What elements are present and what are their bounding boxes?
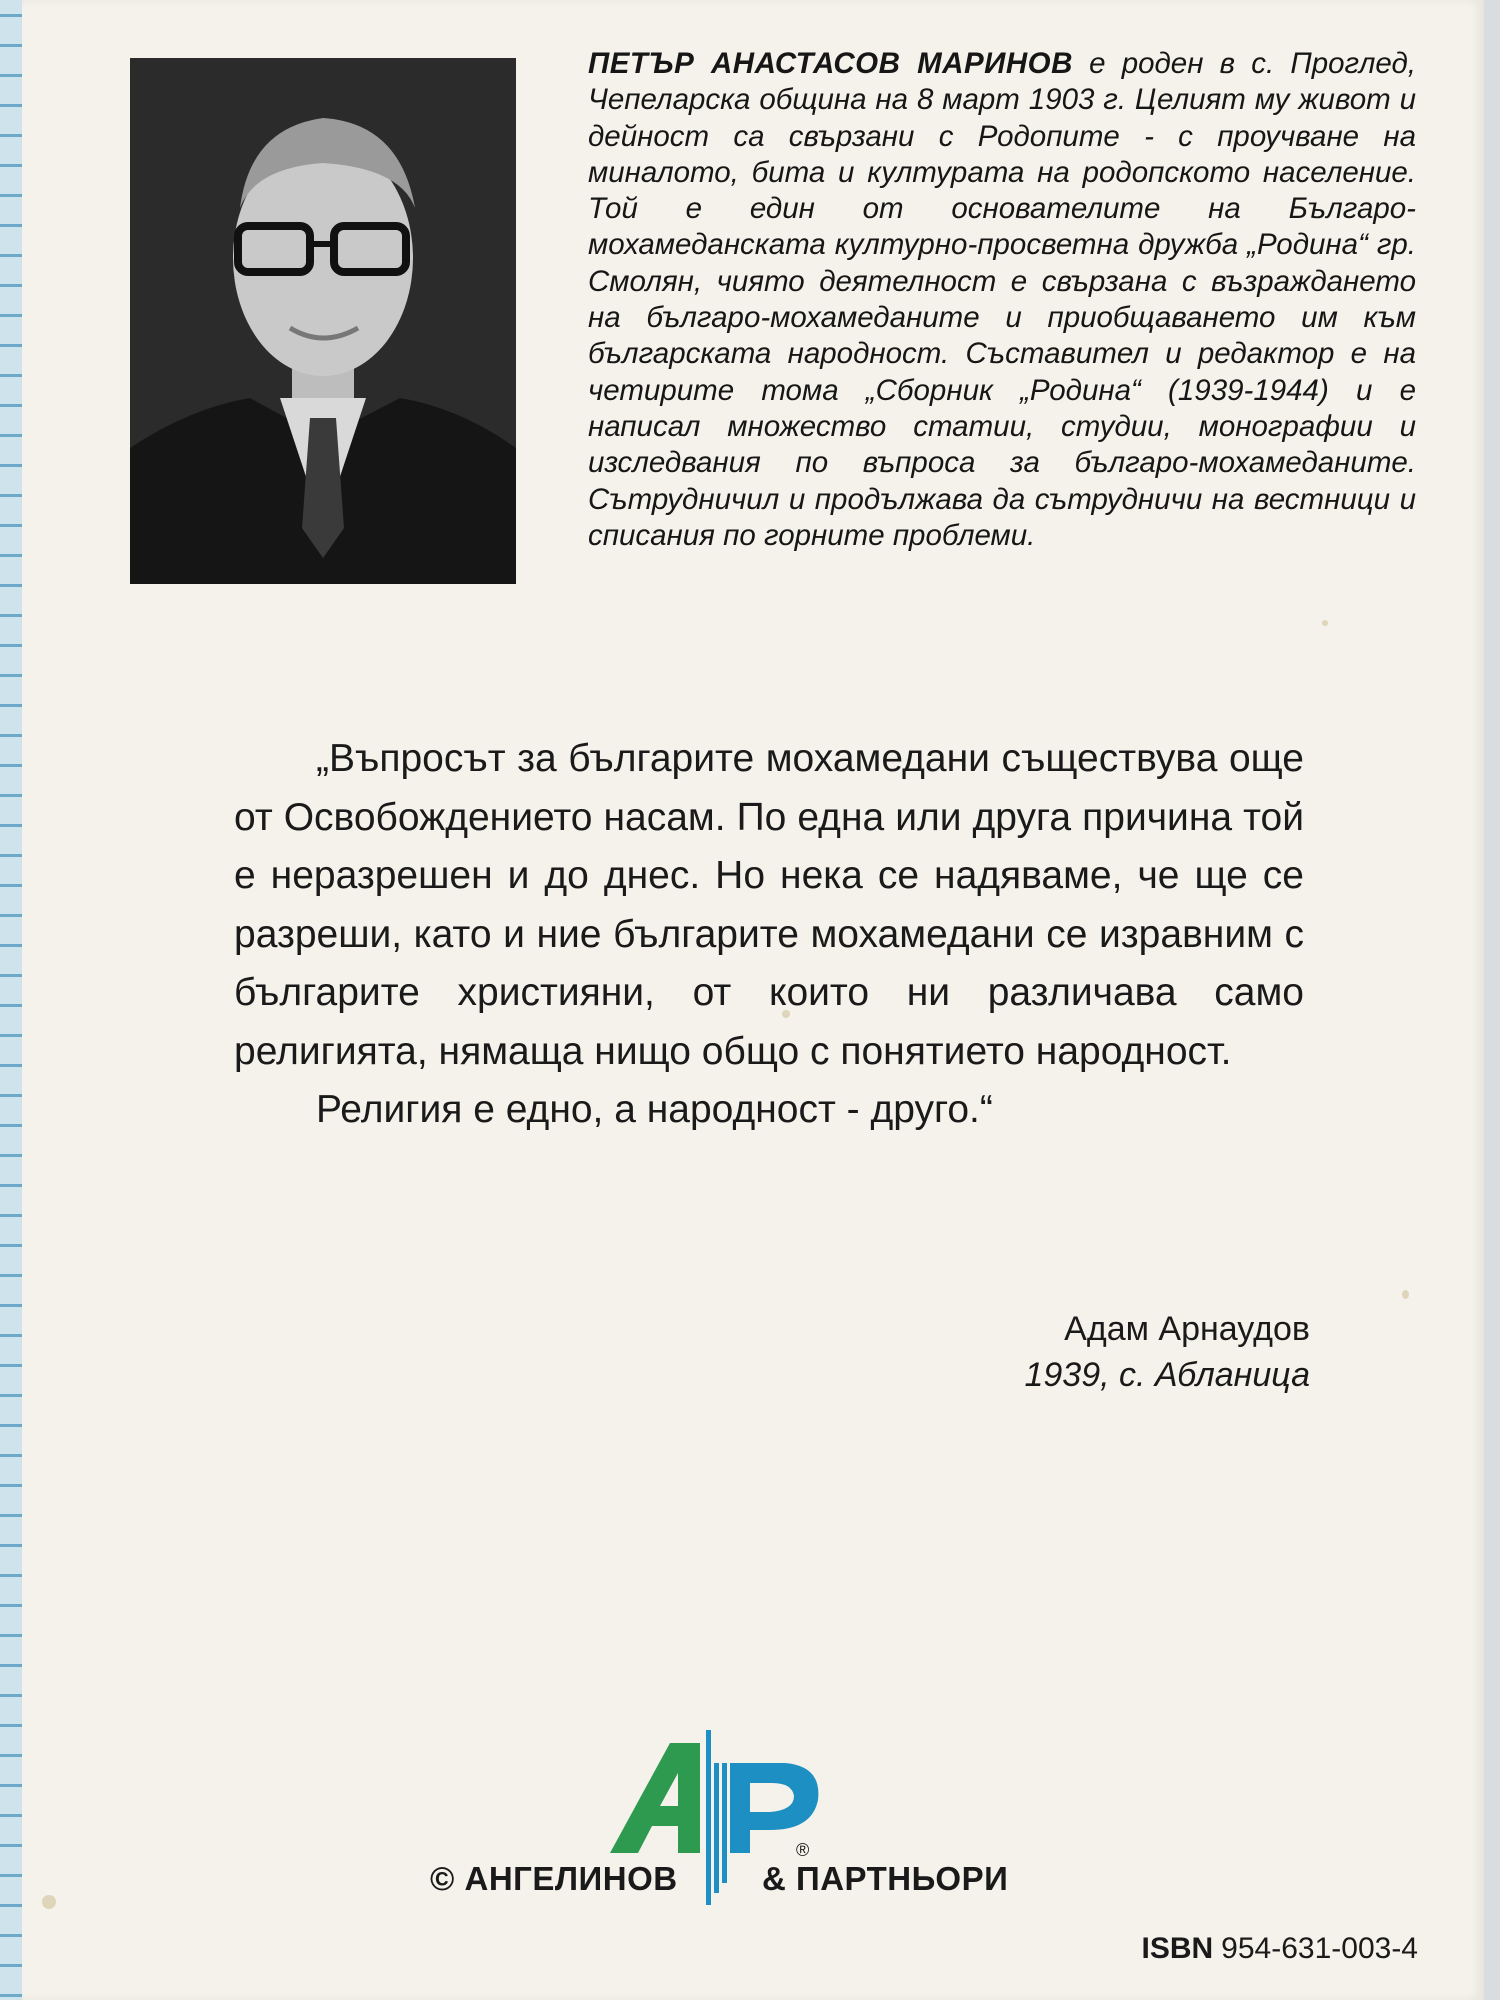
signature-author: Адам Арнаудов bbox=[1064, 1310, 1310, 1348]
isbn bbox=[1141, 1932, 1418, 1966]
quote-block bbox=[234, 730, 1304, 1140]
isbn-number: 954-631-003-4 bbox=[1221, 1932, 1418, 1965]
author-biography bbox=[588, 46, 1416, 554]
signature-place-date: 1939, с. Абланица bbox=[1024, 1356, 1310, 1394]
page-edge-left bbox=[0, 0, 22, 2000]
registered-mark: ® bbox=[796, 1840, 810, 1860]
paper-speck bbox=[1402, 1290, 1409, 1299]
author-portrait bbox=[130, 58, 516, 584]
quote-paragraph-2: Религия е едно, а народност - друго.“ bbox=[316, 1088, 993, 1131]
quote-signature bbox=[1024, 1306, 1310, 1398]
author-name: ПЕТЪР АНАСТАСОВ МАРИНОВ bbox=[588, 47, 1073, 80]
publisher-name-right: & ПАРТНЬОРИ bbox=[762, 1860, 1009, 1897]
quote-paragraph-1: „Въпросът за българите мохамедани съществува още от Освобождението насам. По една или друга причина той е неразрешен и до днес. Но нека се надяваме, че ще се разреши, като и ние българите мохамедани се изравним с българите християни, от които ни различава само религията, нямаща нищо общо с понятието народност. bbox=[234, 737, 1304, 1073]
portrait-image bbox=[130, 58, 516, 584]
paper-speck bbox=[1322, 620, 1328, 626]
paper-speck bbox=[42, 1895, 56, 1909]
isbn-label: ISBN bbox=[1141, 1932, 1214, 1965]
author-bio-text: е роден в с. Проглед, Чепеларска община на 8 март 1903 г. Целият му живот и дейност са свързани с Родопите - с проучване на миналото, бита и културата на родопското население. Той е един от основателите на Българо-мохамеданската културно-просветна дружба „Родина“ гр. Смолян, чиято деятелност е свързана с възраждането на българо-мохамеданите и приобщаването им към българската народност. Съставител и редактор е на четирите тома „Сборник „Родина“ (1939-1944) и е написал множество статии, студии, монографии и изследвания по въпроса за българо-мохамеданите. Сътрудничил и продължава да сътрудничи на вестници и списания по горните проблеми. bbox=[588, 47, 1416, 552]
publisher-logo bbox=[430, 1718, 1030, 1918]
publisher-name-left: © АНГЕЛИНОВ bbox=[430, 1860, 678, 1897]
